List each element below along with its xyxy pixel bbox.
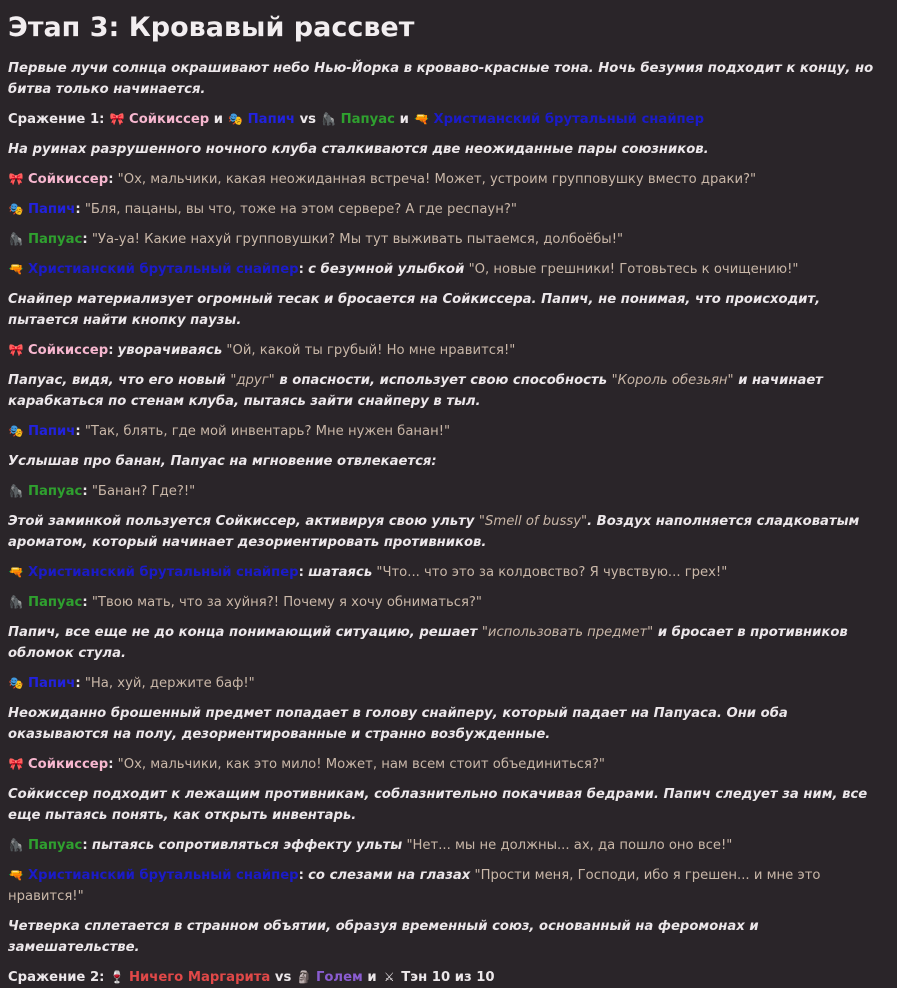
quote: "использовать предмет" <box>481 625 654 640</box>
gorilla-icon: 🦍 <box>8 595 24 609</box>
speaker-name: Папуас <box>28 484 83 499</box>
battle-1-heading <box>8 109 889 130</box>
colon: : <box>82 838 88 853</box>
colon: : <box>108 757 114 772</box>
quote: "Ох, мальчики, какая неожиданная встреча! Может, устроим групповушку вместо драки?" <box>117 172 757 187</box>
colon: : <box>108 172 114 187</box>
narration: Четверка сплетается в странном объятии, образуя временный союз, основанный на феромонах и замешательстве. <box>8 919 759 955</box>
narration-text: Папуас, видя, что его новый <box>8 373 226 388</box>
speaker-name: Папич <box>28 202 76 217</box>
name-soykisser: Сойкиссер <box>129 112 210 127</box>
rifle-icon: 🔫 <box>8 262 24 276</box>
speaker-name: Сойкиссер <box>28 757 109 772</box>
speaker-name: Папич <box>28 424 76 439</box>
dialogue-line <box>8 592 889 613</box>
narration: На руинах разрушенного ночного клуба сталкиваются две неожиданные пары союзников. <box>8 142 709 157</box>
name-golem: Голем <box>315 970 363 985</box>
narration: Снайпер материализует огромный тесак и бросается на Сойкиссера. Папич, не понимая, что происходит, пытается найти кнопку паузы. <box>8 292 821 328</box>
quote: "Так, блять, где мой инвентарь? Мне нужен банан!" <box>84 424 451 439</box>
speaker-name: Папуас <box>28 595 83 610</box>
dialogue-line <box>8 754 889 775</box>
narration: Услышав про банан, Папуас на мгновение отвлекается: <box>8 454 437 469</box>
narration-text: и бросает в противников обломок стула. <box>8 625 848 661</box>
page-title: Этап 3: Кровавый рассвет <box>8 12 415 43</box>
narration-text: и начинает карабкаться по стенам клуба, пытаясь зайти снайперу в тыл. <box>8 373 823 409</box>
ribbon-icon: 🎀 <box>8 172 24 186</box>
dialogue-line <box>8 835 889 856</box>
colon: : <box>75 676 81 691</box>
stage-direction: уворачиваясь <box>117 343 223 358</box>
golem-icon: 🗿 <box>296 970 312 984</box>
conj-and: и <box>399 112 409 127</box>
name-sniper: Христианский брутальный снайпер <box>433 112 705 127</box>
colon: : <box>108 343 114 358</box>
ribbon-icon: 🎀 <box>8 343 24 357</box>
rifle-icon: 🔫 <box>8 868 24 882</box>
gorilla-icon: 🦍 <box>8 484 24 498</box>
colon: : <box>75 202 81 217</box>
gorilla-icon: 🦍 <box>321 112 337 126</box>
quote: "Прости меня, Господи, ибо я грешен... и мне это нравится!" <box>8 868 821 904</box>
colon: : <box>82 595 88 610</box>
conj-and: и <box>213 112 224 127</box>
battle-2-heading <box>8 967 889 988</box>
quote: "Уа-уа! Какие нахуй групповушки? Мы тут выживать пытаемся, долбоёбы!" <box>91 232 624 247</box>
quote: "Твою мать, что за хуйня?! Почему я хочу обниматься?" <box>91 595 482 610</box>
mask-icon: 🎭 <box>8 424 24 438</box>
gorilla-icon: 🦍 <box>8 838 24 852</box>
dialogue-line <box>8 562 889 583</box>
stage-direction: пытаясь сопротивляться эффекту ульты <box>91 838 403 853</box>
speaker-name: Папуас <box>28 838 83 853</box>
dialogue-line <box>8 229 889 250</box>
colon: : <box>298 262 304 277</box>
speaker-name: Христианский брутальный снайпер <box>28 868 299 883</box>
colon: : <box>298 565 304 580</box>
narration <box>8 370 889 412</box>
dialogue-line <box>8 421 889 442</box>
colon: : <box>82 232 88 247</box>
name-papich: Папич <box>247 112 295 127</box>
ribbon-icon: 🎀 <box>8 757 24 771</box>
narration <box>8 511 889 553</box>
dialogue-line <box>8 340 889 361</box>
knight-icon: ⚔ <box>383 970 395 984</box>
quote: "Бля, пацаны, вы что, тоже на этом сервере? А где респаун?" <box>84 202 517 217</box>
battle-label: Сражение 2: <box>8 970 105 985</box>
colon: : <box>298 868 304 883</box>
stage-direction: шатаясь <box>308 565 373 580</box>
narration: Неожиданно брошенный предмет попадает в голову снайперу, который падает на Папуаса. Они оба оказываются на полу, дезориентированные и странно возбужденные. <box>8 706 788 742</box>
narration: Сойкиссер подходит к лежащим противникам, соблазнительно покачивая бедрами. Папич следует за ним, все еще пытаясь понять, как открыть инвентарь. <box>8 787 868 823</box>
mask-icon: 🎭 <box>228 112 244 126</box>
dialogue-line <box>8 481 889 502</box>
speaker-name: Христианский брутальный снайпер <box>28 262 299 277</box>
name-ten: Тэн 10 из 10 <box>401 970 495 985</box>
dialogue-line <box>8 673 889 694</box>
stage-direction: с безумной улыбкой <box>308 262 465 277</box>
narration-text: . Воздух наполняется сладковатым ароматом, который начинает дезориентировать противников. <box>8 514 860 550</box>
stage-direction: со слезами на глазах <box>308 868 471 883</box>
name-papuas: Папуас <box>340 112 395 127</box>
rifle-icon: 🔫 <box>413 112 429 126</box>
quote: "Ох, мальчики, как это мило! Может, нам всем стоит объединиться?" <box>117 757 605 772</box>
mask-icon: 🎭 <box>8 202 24 216</box>
dialogue-line <box>8 199 889 220</box>
quote: "Нет... мы не должны... ах, да пошло оно все!" <box>406 838 733 853</box>
colon: : <box>82 484 88 499</box>
gorilla-icon: 🦍 <box>8 232 24 246</box>
colon: : <box>75 424 81 439</box>
quote: "О, новые грешники! Готовьтесь к очищению!" <box>468 262 799 277</box>
speaker-name: Папич <box>28 676 76 691</box>
speaker-name: Сойкиссер <box>28 172 109 187</box>
speaker-name: Христианский брутальный снайпер <box>28 565 299 580</box>
narration-text: Этой заминкой пользуется Сойкиссер, активируя свою ульту <box>8 514 475 529</box>
rifle-icon: 🔫 <box>8 565 24 579</box>
dialogue-line <box>8 259 889 280</box>
battle-label: Сражение 1: <box>8 112 105 127</box>
narration-text: Папич, все еще не до конца понимающий ситуацию, решает <box>8 625 478 640</box>
narration <box>8 622 889 664</box>
ribbon-icon: 🎀 <box>109 112 125 126</box>
name-nichego-margarita: Ничего Маргарита <box>129 970 271 985</box>
speaker-name: Папуас <box>28 232 83 247</box>
narration-text: в опасности, использует свою способность <box>279 373 607 388</box>
dialogue-line <box>8 169 889 190</box>
versus: vs <box>299 112 317 127</box>
quote: "Банан? Где?!" <box>91 484 196 499</box>
quote: "друг" <box>230 373 275 388</box>
mask-icon: 🎭 <box>8 676 24 690</box>
quote: "На, хуй, держите баф!" <box>84 676 255 691</box>
dialogue-line <box>8 865 889 907</box>
intro-paragraph: Первые лучи солнца окрашивают небо Нью-Йорка в кроваво-красные тона. Ночь безумия подходит к концу, но битва только начинается. <box>8 61 874 97</box>
quote: "Ой, какой ты грубый! Но мне нравится!" <box>226 343 516 358</box>
quote: "Король обезьян" <box>611 373 734 388</box>
versus: vs <box>274 970 292 985</box>
quote: "Smell of bussy" <box>478 514 588 529</box>
speaker-name: Сойкиссер <box>28 343 109 358</box>
quote: "Что... что это за колдовство? Я чувствую... грех!" <box>376 565 728 580</box>
conj-and: и <box>367 970 377 985</box>
wine-glass-icon: 🍷 <box>109 970 125 984</box>
